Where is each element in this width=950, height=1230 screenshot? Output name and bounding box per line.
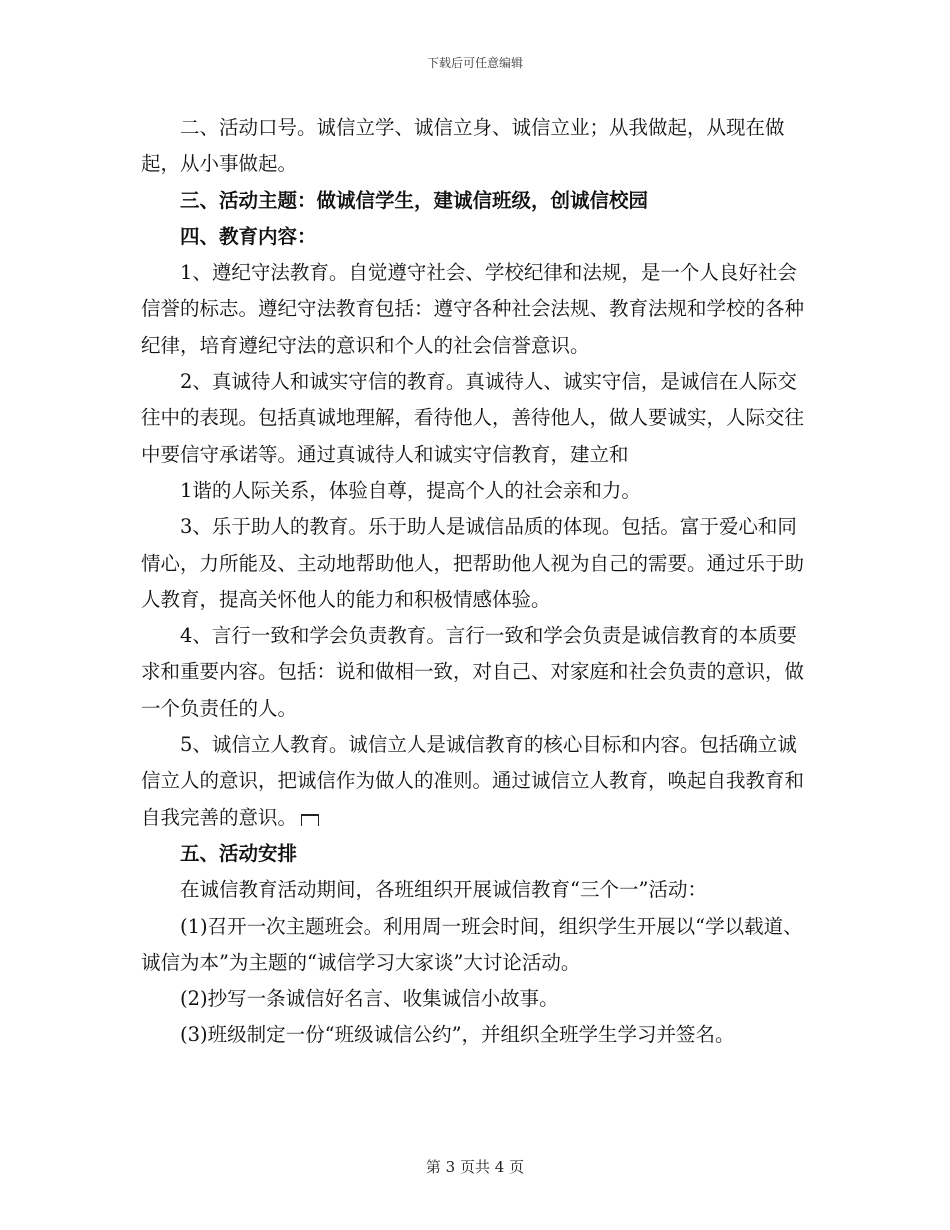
paragraph-item-1: 1、遵纪守法教育。自觉遵守社会、学校纪律和法规，是一个人良好社会信誉的标志。遵纪守法教育包括：遵守各种社会法规、教育法规和学校的各种纪律，培育遵纪守法的意识和个人的社会信誉意识。	[141, 261, 805, 357]
paragraph-item-2-continued: 1谐的人际关系，体验自尊，提高个人的社会亲和力。	[180, 478, 641, 502]
paragraph-item-3: 3、乐于助人的教育。乐于助人是诚信品质的体现。包括。富于爱心和同情心，力所能及、主动地帮助他人，把帮助他人视为自己的需要。通过乐于助人教育，提高关怀他人的能力和积极情感体验。	[141, 515, 805, 611]
document-body	[141, 110, 811, 1054]
heading-activity-arrangement: 五、活动安排	[180, 841, 298, 865]
paragraph-activity-3: (3)班级制定一份“班级诚信公约”，并组织全班学生学习并签名。	[180, 1023, 735, 1047]
page-footer: 第 3 页共 4 页	[425, 1158, 525, 1176]
paragraph-item-4: 4、言行一致和学会负责教育。言行一致和学会负责是诚信教育的本质要求和重要内容。包括：说和做相一致，对自己、对家庭和社会负责的意识，做一个负责任的人。	[141, 624, 805, 720]
paragraph-item-5	[141, 727, 811, 836]
paragraph-arrangement-intro: 在诚信教育活动期间，各班组织开展诚信教育“三个一”活动：	[180, 878, 707, 902]
heading-theme: 三、活动主题：做诚信学生，建诚信班级，创诚信校园	[180, 188, 649, 212]
edit-mark-icon	[301, 814, 319, 826]
paragraph-activity-1: (1)召开一次主题班会。利用周一班会时间，组织学生开展以“学以载道、诚信为本”为主题的“诚信学习大家谈”大讨论活动。	[141, 914, 803, 974]
paragraph-item-5-text: 5、诚信立人教育。诚信立人是诚信教育的核心目标和内容。包括确立诚信立人的意识，把诚信作为做人的准则。通过诚信立人教育，唤起自我教育和自我完善的意识。	[141, 733, 805, 829]
paragraph-slogan: 二、活动口号。诚信立学、诚信立身、诚信立业；从我做起，从现在做起，从小事做起。	[141, 116, 785, 176]
paragraph-item-2: 2、真诚待人和诚实守信的教育。真诚待人、诚实守信，是诚信在人际交往中的表现。包括真诚地理解，看待他人，善待他人，做人要诚实，人际交往中要信守承诺等。通过真诚待人和诚实守信教育，建立和	[141, 370, 805, 466]
page-header: 下载后可任意编辑	[426, 56, 523, 70]
heading-education-content: 四、教育内容：	[180, 224, 317, 248]
paragraph-activity-2: (2)抄写一条诚信好名言、收集诚信小故事。	[180, 987, 559, 1011]
